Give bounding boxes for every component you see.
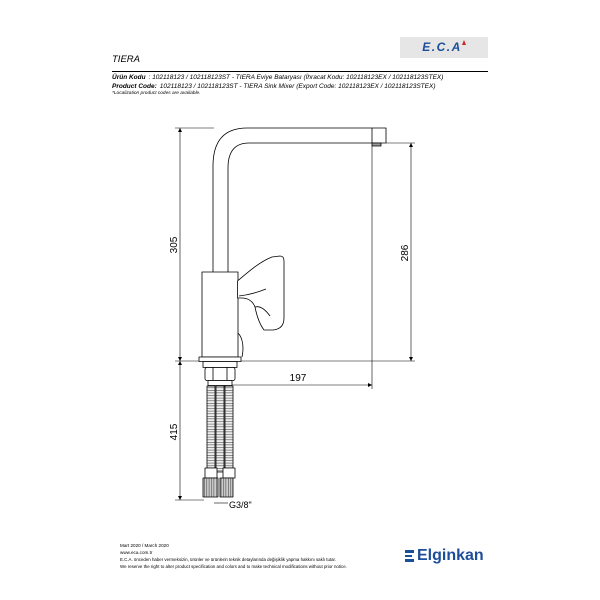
eca-logo-text: E.C.A: [422, 40, 462, 54]
footer-website: www.eca.com.tr: [120, 549, 153, 555]
header-divider: [112, 71, 488, 72]
mixer-body: [202, 272, 238, 357]
mounting-nut: [205, 368, 235, 381]
footer-disclaimer-tr: E.C.A. önceden haber vermeksizin, ürünler ve ürünlerin teknik detaylarında değişiklik yapma hakkını saklı tutar.: [120, 556, 336, 562]
product-code-tr-value: : 102118123 / 102118123ST - TIERA Eviye Bataryası (İhracat Kodu: 102118123EX / 102118123STEX): [148, 74, 444, 81]
product-code-en-label: Product Code:: [112, 83, 157, 90]
hose-left: [207, 386, 215, 468]
elginkan-icon-bar-top: [405, 550, 414, 553]
dim-label-connection: G3/8": [229, 500, 252, 510]
hose-fitting-left: [205, 468, 217, 478]
elginkan-icon-bar-bottom: [405, 559, 414, 562]
eca-logo: [400, 37, 488, 58]
product-code-en: [112, 84, 435, 91]
nut-ring: [208, 381, 232, 386]
product-code-en-value: 102118123 / 102118123ST - TIERA Sink Mixer (Export Code: 102118123EX / 102118123STEX): [159, 83, 436, 90]
dim-label-hose-length: 415: [169, 423, 180, 441]
mounting-washer: [203, 362, 237, 368]
hose-nut-right: [220, 478, 233, 497]
elginkan-logo-text: Elginkan: [417, 547, 484, 564]
footer-date: Mart 2020 / March 2020: [120, 542, 169, 548]
base-plate: [199, 357, 241, 362]
hose-fitting-right: [223, 468, 235, 478]
eca-logo-accent: [462, 40, 466, 45]
threaded-rod: [216, 386, 224, 472]
product-code-tr: [112, 75, 443, 82]
faucet: [199, 128, 386, 497]
spout-and-neck: [213, 128, 386, 274]
product-code-tr-label: Ürün Kodu: [112, 74, 146, 81]
hose-nut-left: [203, 478, 218, 497]
product-title: TIERA: [112, 54, 140, 65]
mixer-handle: [238, 256, 285, 330]
hose-right: [225, 386, 233, 468]
body-lower-curve: [238, 333, 243, 357]
dim-label-spout-height: 286: [400, 244, 411, 262]
elginkan-logo: [405, 548, 484, 564]
localization-note: *Localization product codes are available.: [112, 90, 201, 96]
dim-label-total-height: 305: [169, 236, 180, 254]
footer-disclaimer-en: We reserve the right to alter product specification and colors and to make technical modifications without prior notice.: [120, 563, 347, 569]
dim-label-spout-reach: 197: [289, 373, 307, 384]
elginkan-icon-bar-middle: [405, 555, 412, 558]
aerator: [372, 143, 381, 146]
elginkan-stripes-icon: [405, 550, 414, 562]
